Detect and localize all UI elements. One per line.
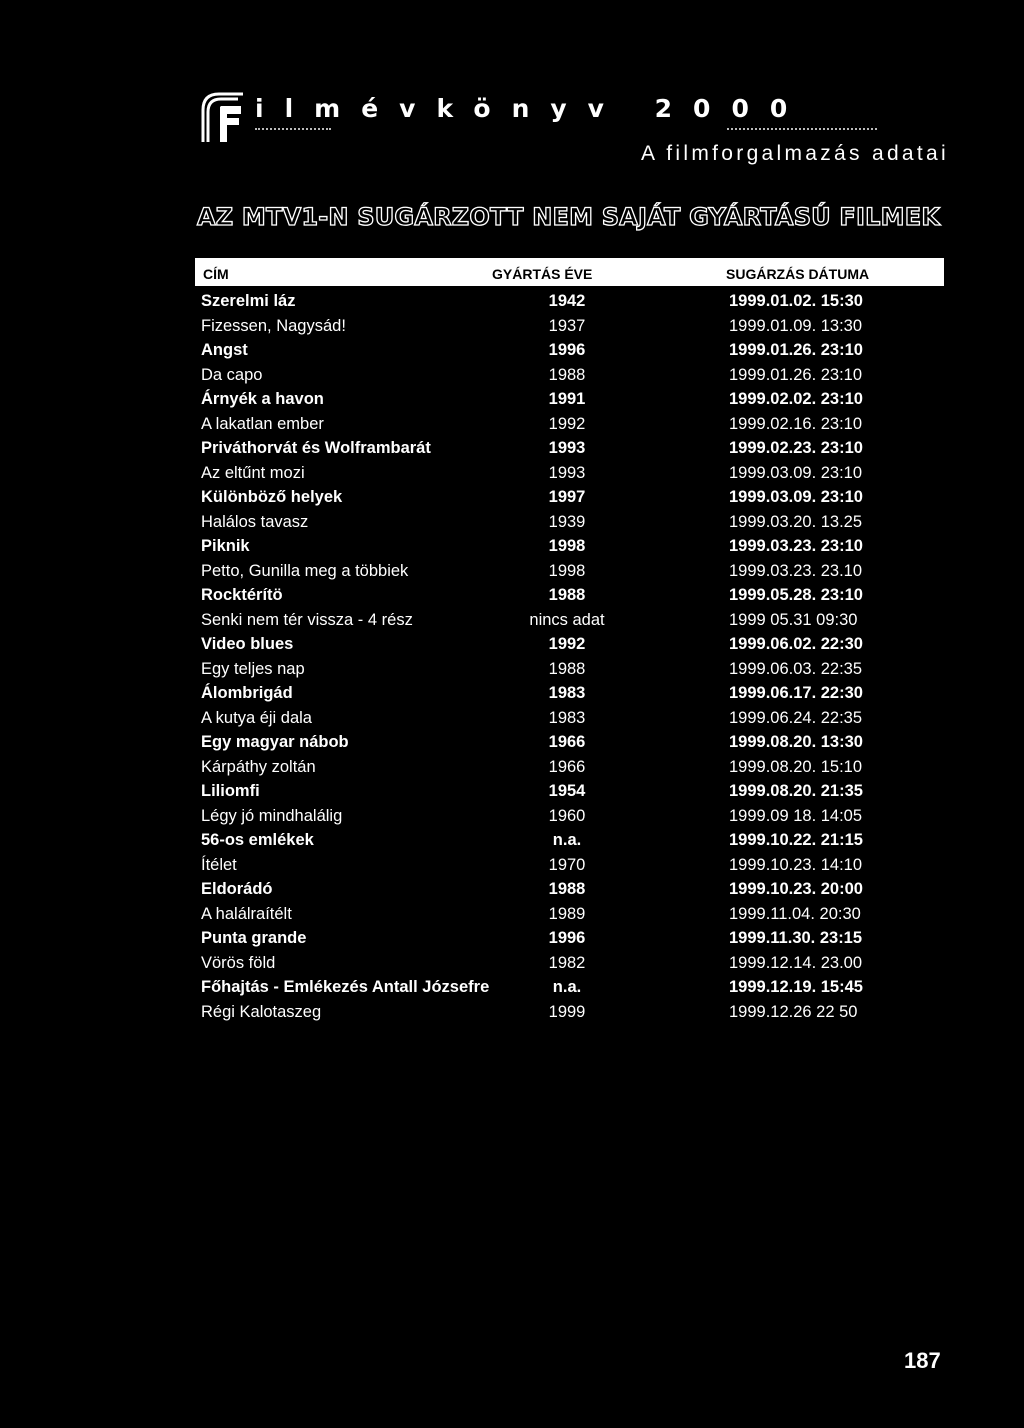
table-row — [0, 902, 1024, 927]
broadcast-date: 1999.03.20. 13.25 — [729, 512, 863, 531]
broadcast-date: 1999 05.31 09:30 — [729, 610, 858, 629]
production-year: 1983 — [548, 684, 586, 702]
film-title: Árnyék a havon — [201, 390, 324, 408]
table-row — [0, 804, 1024, 829]
table-row — [0, 1000, 1024, 1025]
production-year: 1937 — [548, 316, 586, 335]
broadcast-date: 1999.01.09. 13:30 — [729, 316, 863, 335]
broadcast-date: 1999.01.02. 15:30 — [729, 292, 863, 310]
film-title: Eldorádó — [201, 880, 273, 898]
table-row — [0, 363, 1024, 388]
broadcast-date: 1999.12.14. 23.00 — [729, 953, 863, 972]
film-title: Vörös föld — [201, 953, 276, 972]
film-title: Rocktérítö — [201, 586, 283, 604]
table-row — [0, 877, 1024, 902]
production-year: 1960 — [548, 806, 586, 825]
broadcast-date: 1999.02.02. 23:10 — [729, 390, 863, 408]
production-year: 1996 — [548, 929, 586, 947]
broadcast-date: 1999.12.19. 15:45 — [729, 978, 863, 996]
film-title: Punta grande — [201, 929, 307, 947]
broadcast-date: 1999.03.23. 23.10 — [729, 561, 863, 580]
film-title: Régi Kalotaszeg — [201, 1002, 322, 1021]
production-year: 1966 — [548, 733, 586, 751]
table-row — [0, 289, 1024, 314]
film-title: Priváthorvát és Wolframbarát — [201, 439, 431, 457]
production-year: 1988 — [548, 365, 586, 384]
table-row — [0, 706, 1024, 731]
broadcast-date: 1999.06.24. 22:35 — [729, 708, 863, 727]
table-row — [0, 412, 1024, 437]
film-title: Halálos tavasz — [201, 512, 309, 531]
broadcast-date: 1999.08.20. 21:35 — [729, 782, 863, 800]
table-row — [0, 485, 1024, 510]
production-year: nincs adat — [529, 610, 605, 629]
column-header-date: SUGÁRZÁS DÁTUMA — [726, 266, 870, 282]
production-year: 1988 — [548, 586, 586, 604]
production-year: 1999 — [548, 1002, 586, 1021]
production-year: n.a. — [552, 831, 582, 849]
table-row — [0, 657, 1024, 682]
broadcast-date: 1999.02.16. 23:10 — [729, 414, 863, 433]
table-row — [0, 436, 1024, 461]
film-title: Liliomfi — [201, 782, 260, 800]
production-year: 1998 — [548, 537, 586, 555]
broadcast-date: 1999.10.23. 20:00 — [729, 880, 863, 898]
broadcast-date: 1999.03.23. 23:10 — [729, 537, 863, 555]
broadcast-date: 1999.11.30. 23:15 — [729, 929, 863, 947]
film-title: A halálraítélt — [201, 904, 292, 923]
film-table-body — [0, 289, 1024, 1024]
production-year: 1991 — [548, 390, 586, 408]
broadcast-date: 1999.06.03. 22:35 — [729, 659, 863, 678]
table-row — [0, 730, 1024, 755]
film-title: Különböző helyek — [201, 488, 343, 506]
page-header — [197, 88, 957, 178]
page-number: 187 — [904, 1348, 941, 1373]
production-year: 1996 — [548, 341, 586, 359]
broadcast-date: 1999.11.04. 20:30 — [729, 904, 861, 923]
production-year: 1970 — [548, 855, 586, 874]
broadcast-date: 1999.05.28. 23:10 — [729, 586, 863, 604]
production-year: 1993 — [548, 439, 586, 457]
dotted-rule — [255, 128, 331, 134]
film-title: Egy teljes nap — [201, 659, 305, 678]
broadcast-date: 1999.12.26 22 50 — [729, 1002, 858, 1021]
table-row — [0, 461, 1024, 486]
table-row — [0, 583, 1024, 608]
production-year: 1983 — [548, 708, 586, 727]
production-year: 1942 — [548, 292, 586, 310]
table-row — [0, 314, 1024, 339]
table-row — [0, 779, 1024, 804]
broadcast-date: 1999.09 18. 14:05 — [729, 806, 863, 825]
film-title: Légy jó mindhalálig — [201, 806, 343, 825]
broadcast-date: 1999.06.02. 22:30 — [729, 635, 863, 653]
column-header-title: CÍM — [203, 266, 229, 282]
film-title: Ítélet — [201, 855, 237, 874]
production-year: 1998 — [548, 561, 586, 580]
production-year: 1993 — [548, 463, 586, 482]
film-title: Kárpáthy zoltán — [201, 757, 316, 776]
production-year: 1992 — [548, 635, 586, 653]
book-title: ilmévkönyv 2000 — [255, 94, 809, 123]
film-title: A kutya éji dala — [201, 708, 312, 727]
film-title: Szerelmi láz — [201, 292, 296, 310]
film-title: Az eltűnt mozi — [201, 463, 305, 482]
table-row — [0, 338, 1024, 363]
table-row — [0, 755, 1024, 780]
production-year: 1997 — [548, 488, 586, 506]
table-row — [0, 387, 1024, 412]
book-logo-icon — [197, 88, 247, 144]
table-row — [0, 828, 1024, 853]
dotted-rule — [727, 128, 877, 134]
broadcast-date: 1999.03.09. 23:10 — [729, 463, 863, 482]
film-title: 56-os emlékek — [201, 831, 314, 849]
production-year: 1982 — [548, 953, 586, 972]
broadcast-date: 1999.08.20. 15:10 — [729, 757, 863, 776]
broadcast-date: 1999.06.17. 22:30 — [729, 684, 863, 702]
film-title: Egy magyar nábob — [201, 733, 349, 751]
broadcast-date: 1999.10.22. 21:15 — [729, 831, 863, 849]
book-subtitle: A filmforgalmazás adatai — [641, 142, 949, 165]
film-title: Főhajtás - Emlékezés Antall Józsefre — [201, 978, 490, 996]
production-year: 1992 — [548, 414, 586, 433]
table-row — [0, 632, 1024, 657]
table-row — [0, 608, 1024, 633]
broadcast-date: 1999.02.23. 23:10 — [729, 439, 863, 457]
broadcast-date: 1999.01.26. 23:10 — [729, 341, 863, 359]
production-year: 1939 — [548, 512, 586, 531]
table-row — [0, 951, 1024, 976]
film-title: Video blues — [201, 635, 294, 653]
film-title: Da capo — [201, 365, 263, 384]
production-year: 1966 — [548, 757, 586, 776]
film-title: Piknik — [201, 537, 250, 555]
film-title: Fizessen, Nagysád! — [201, 316, 346, 335]
table-row — [0, 853, 1024, 878]
broadcast-date: 1999.03.09. 23:10 — [729, 488, 863, 506]
table-row — [0, 975, 1024, 1000]
film-title: Petto, Gunilla meg a többiek — [201, 561, 409, 580]
broadcast-date: 1999.10.23. 14:10 — [729, 855, 863, 874]
production-year: 1988 — [548, 659, 586, 678]
table-row — [0, 681, 1024, 706]
production-year: 1989 — [548, 904, 586, 923]
table-row — [0, 559, 1024, 584]
column-header-year: GYÁRTÁS ÉVE — [492, 266, 593, 282]
broadcast-date: 1999.01.26. 23:10 — [729, 365, 863, 384]
film-title: A lakatlan ember — [201, 414, 324, 433]
section-title: AZ MTV1-N SUGÁRZOTT NEM SAJÁT GYÁRTÁSÚ FILMEK — [197, 203, 941, 231]
table-row — [0, 926, 1024, 951]
production-year: 1954 — [548, 782, 586, 800]
film-title: Álombrigád — [201, 684, 293, 702]
table-row — [0, 510, 1024, 535]
table-header — [195, 258, 944, 286]
table-row — [0, 534, 1024, 559]
broadcast-date: 1999.08.20. 13:30 — [729, 733, 863, 751]
production-year: n.a. — [552, 978, 582, 996]
production-year: 1988 — [548, 880, 586, 898]
film-title: Senki nem tér vissza - 4 rész — [201, 610, 413, 629]
film-title: Angst — [201, 341, 248, 359]
